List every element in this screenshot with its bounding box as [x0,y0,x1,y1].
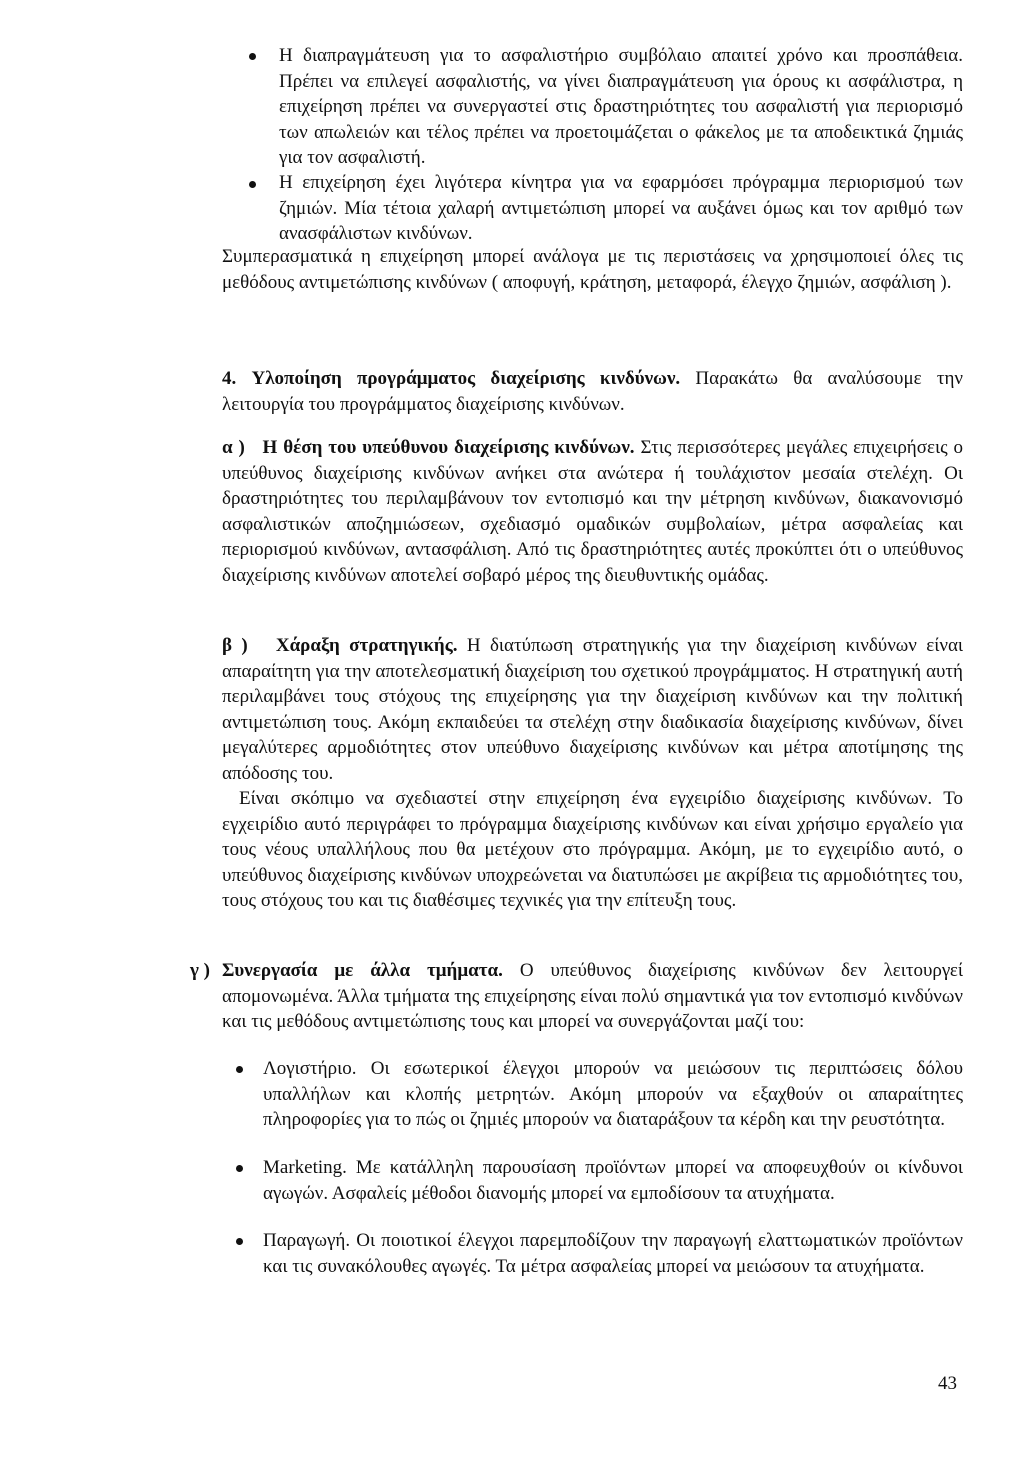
subsection-b-text: Η διατύπωση στρατηγικής για την διαχείριση κινδύνων είναι απαραίτητη για την αποτελεσματική διαχείριση του σχετικού προγράμματος. Η στρατηγική αυτή περιλαμβάνει τους στόχους της επιχείρησης για την διαχείριση κινδύνων και την πολιτική αντιμετώπιση τους. Ακόμη εκπαιδεύει τα στελέχη στην διαδικασία διαχείρισης κινδύνων, δίνει μεγαλύτερες αρμοδιότητες στον υπεύθυνο διαχείρισης κινδύνων και μέτρα αποτίμησης της απόδοσης του. [222,635,964,784]
subsection-c-bullet: Λογιστήριο. Οι εσωτερικοί έλεγχοι μπορούν να μειώσουν τις περιπτώσεις δόλου υπαλλήλων και κλοπής μετρητών. Ακόμη μπορούν να εξαχθούν οι απαραίτητες πληροφορίες για το πώς οι ζημιές μπορούν να διαταράξουν τα κέρδη και την ρευστότητα. [263,1058,963,1130]
subsection-b-paragraph-2: Είναι σκόπιμο να σχεδιαστεί στην επιχείρηση ένα εγχειρίδιο διαχείρισης κινδύνων. Το εγχειρίδιο αυτό περιγράφει το πρόγραμμα διαχείρισης κινδύνων και είναι χρήσιμο εργαλείο για τους νέους υπαλλήλους που θα μετέχουν στο πρόγραμμα. Ακόμη, με το εγχειρίδιο αυτό, ο υπεύθυνος διαχείρισης κινδύνων υποχρεώνεται να διατυπώσει με ακρίβεια τις αρμοδιότητες του, τους στόχους του και τις διαθέσιμες τεχνικές για την επίτευξη τους. [222,788,963,911]
subsection-a-text: Στις περισσότερες μεγάλες επιχειρήσεις ο υπεύθυνος διαχείρισης κινδύνων ανήκει στα ανώτερα ή τουλάχιστον μεσαία στελέχη. Οι δραστηριότητες του περιλαμβάνουν τον εντοπισμό και την μέτρηση κινδύνων, διακανονισμό ασφαλιστικών αποζημιώσεων, σχεδιασμό ομαδικών συμβολαίων, μέτρα ασφαλείας και περιορισμού κινδύνων, αντασφάλιση. Από τις δραστηριότητες αυτές προκύπτει ότι ο υπεύθυνος διαχείρισης κινδύνων αποτελεί σοβαρό μέρος της διευθυντικής ομάδας. [222,437,963,586]
section-4-paragraph [222,366,963,417]
bullet-icon [236,1238,243,1245]
bullet-icon [236,1165,243,1172]
subsection-c-bullet: Παραγωγή. Οι ποιοτικοί έλεγχοι παρεμποδίζουν την παραγωγή ελαττωματικών προϊόντων και τις συνακόλουθες αγωγές. Τα μέτρα ασφαλείας μπορεί να μειώσουν τα ατυχήματα. [263,1230,963,1277]
subsection-a-label: α ) [222,437,245,458]
bullet-icon [249,181,256,188]
bullet-paragraph: Η επιχείρηση έχει λιγότερα κίνητρα για να εφαρμόσει πρόγραμμα περιορισμού των ζημιών. Μία τέτοια χαλαρή αντιμετώπιση μπορεί να αυξάνει όμως και τον αριθμό των ανασφάλιστων κινδύνων. [279,172,963,244]
section-4-title: Υλοποίηση προγράμματος διαχείρισης κινδύνων. [251,368,681,389]
bullet-paragraph: Η διαπραγμάτευση για το ασφαλιστήριο συμβόλαιο απαιτεί χρόνο και προσπάθεια. Πρέπει να επιλεγεί ασφαλιστής, να γίνει διαπραγμάτευση για όρους κι ασφάλιστρα, η επιχείρηση πρέπει να συνεργαστεί στις δραστηριότητες του ασφαλιστή για περιορισμό των απωλειών και τέλος πρέπει να προετοιμάζεται ο φάκελος με τα αποδεικτικά ζημιάς για τον ασφαλιστή. [279,45,963,168]
subsection-c-paragraph [222,958,963,1035]
section-4-text: Παρακάτω θα αναλύσουμε την λειτουργία του προγράμματος διαχείρισης κινδύνων. [222,368,964,415]
conclusion-paragraph: Συμπερασματικά η επιχείρηση μπορεί ανάλογα με τις περιστάσεις να χρησιμοποιεί όλες τις μεθόδους αντιμετώπισης κινδύνων ( αποφυγή, κράτηση, μεταφορά, έλεγχο ζημιών, ασφάλιση ). [222,246,963,293]
bullet-icon [249,53,256,60]
page-number: 43 [938,1373,957,1394]
subsection-b-paragraph [222,633,963,786]
bullet-icon [236,1066,243,1073]
section-4-number: 4. [222,368,237,389]
subsection-b-label: β ) [222,635,248,656]
subsection-b-title: Χάραξη στρατηγικής. [275,635,458,656]
subsection-c-text: Ο υπεύθυνος διαχείρισης κινδύνων δεν λειτουργεί απομονωμένα. Άλλα τμήματα της επιχείρησης είναι πολύ σημαντικά για τον εντοπισμό κινδύνων και τις μεθόδους αντιμετώπισης τους και μπορεί να συνεργάζονται μαζί του: [222,960,964,1032]
subsection-a-paragraph [222,435,963,588]
subsection-c-bullet: Marketing. Με κατάλληλη παρουσίαση προϊόντων μπορεί να αποφευχθούν οι κίνδυνοι αγωγών. Ασφαλείς μέθοδοι διανομής μπορεί να εμποδίσουν τα ατυχήματα. [263,1157,963,1204]
subsection-c-title: Συνεργασία με άλλα τμήματα. [222,960,503,981]
subsection-a-title: Η θέση του υπεύθυνου διαχείρισης κινδύνων. [262,437,635,458]
subsection-c-label: γ ) [190,960,210,981]
